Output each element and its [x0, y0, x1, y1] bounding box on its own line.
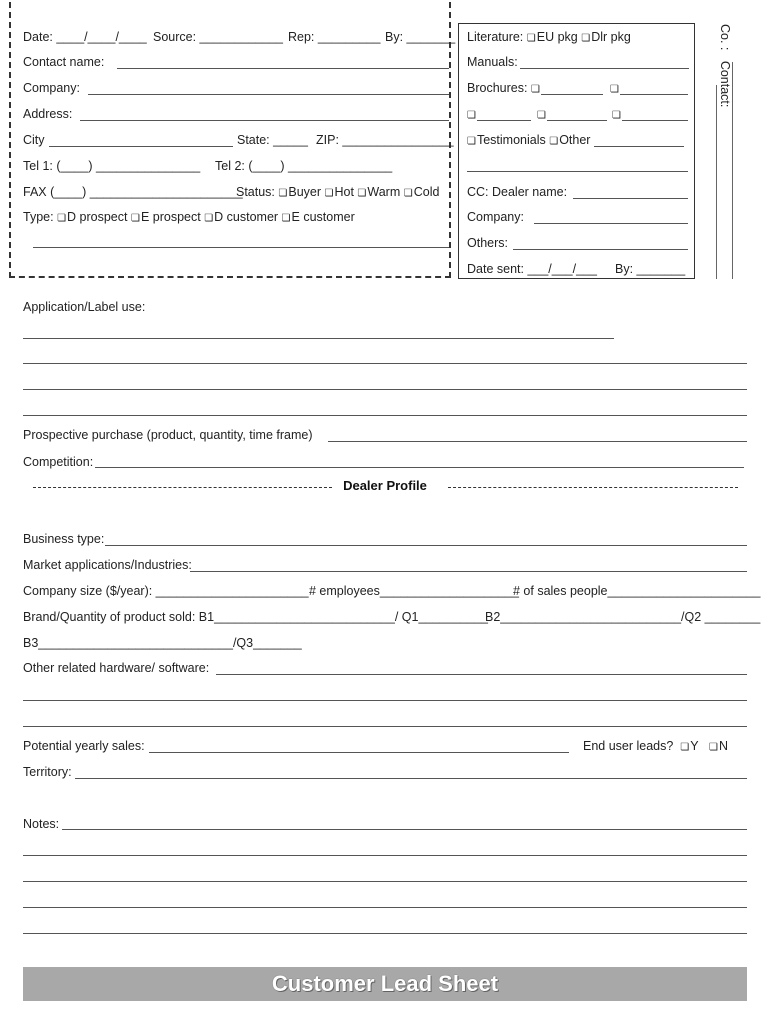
address-line[interactable]: [80, 120, 449, 121]
sent-by-field[interactable]: By: _______: [615, 262, 686, 276]
potential-sales-line[interactable]: [149, 752, 569, 753]
notes-line-5[interactable]: [23, 933, 747, 934]
by-field[interactable]: By: _______: [385, 30, 456, 44]
notes-label: Notes:: [23, 817, 60, 831]
rep-field[interactable]: Rep: _________: [288, 30, 381, 44]
dealer-profile-divider-right: [448, 487, 738, 488]
other-hardware-line-3[interactable]: [23, 726, 747, 727]
manuals-line[interactable]: [520, 68, 689, 69]
type-group: [23, 210, 355, 224]
brochure-line-4[interactable]: [547, 120, 607, 121]
tel1-field[interactable]: Tel 1: (____) _______________: [23, 159, 201, 173]
company-size-field[interactable]: Company size ($/year): ______________________: [23, 584, 309, 598]
status-cold-checkbox[interactable]: ❏ Cold: [404, 185, 440, 199]
cc-dealer-line[interactable]: [573, 198, 688, 199]
application-line-3[interactable]: [23, 389, 747, 390]
sidebar-co-line[interactable]: [732, 62, 733, 279]
type-e-customer-checkbox[interactable]: ❏ E customer: [282, 210, 355, 224]
manuals-label: Manuals:: [467, 55, 518, 69]
cc-company-line[interactable]: [534, 223, 688, 224]
end-user-no-checkbox[interactable]: ❏ N: [709, 739, 728, 753]
brochure-line-5[interactable]: [622, 120, 688, 121]
market-applications-line[interactable]: [190, 571, 747, 572]
brochure-checkbox-4[interactable]: [537, 107, 547, 121]
source-field[interactable]: Source: ____________: [153, 30, 283, 44]
type-e-prospect-checkbox[interactable]: ❏ E prospect: [131, 210, 201, 224]
application-label: Application/Label use:: [23, 300, 146, 314]
employees-field[interactable]: # employees____________________: [309, 584, 519, 598]
address-label: Address:: [23, 107, 73, 121]
zip-field[interactable]: ZIP: ________________: [316, 133, 454, 147]
brochures-label: Brochures:: [467, 81, 528, 95]
date-sent-field[interactable]: Date sent: ___/___/___: [467, 262, 597, 276]
testimonials-checkbox[interactable]: ❏ Testimonials: [467, 133, 546, 147]
brochure-line-3[interactable]: [477, 120, 531, 121]
application-line-2[interactable]: [23, 363, 747, 364]
brochure-checkbox-1[interactable]: [531, 81, 541, 95]
brand-b1-field[interactable]: Brand/Quantity of product sold: B1__________________________/ Q1__________: [23, 610, 488, 624]
fax-field[interactable]: FAX (____) ______________________: [23, 185, 243, 199]
sidebar-co-label: Co. :: [718, 24, 732, 51]
other-hardware-label: Other related hardware/ software:: [23, 661, 210, 675]
end-user-yes-checkbox[interactable]: ❏ Y: [680, 739, 698, 753]
application-line-1[interactable]: [23, 338, 614, 339]
territory-label: Territory:: [23, 765, 72, 779]
footer-title-bar: [23, 967, 747, 1001]
sidebar-contact-line[interactable]: [716, 85, 717, 279]
status-warm-checkbox[interactable]: ❏ Warm: [357, 185, 400, 199]
company-label: Company:: [23, 81, 80, 95]
end-user-leads-label: End user leads?: [583, 739, 674, 753]
type-d-customer-checkbox[interactable]: ❏ D customer: [204, 210, 278, 224]
brochure-line-1[interactable]: [541, 94, 603, 95]
other-hardware-line-2[interactable]: [23, 700, 747, 701]
notes-line-3[interactable]: [23, 881, 747, 882]
city-label: City: [23, 133, 45, 147]
type-notes-line[interactable]: [33, 247, 449, 248]
brand-b3-field[interactable]: B3____________________________/Q3_______: [23, 636, 302, 650]
contact-name-label: Contact name:: [23, 55, 105, 69]
state-field[interactable]: State: _____: [237, 133, 308, 147]
literature-extra-line[interactable]: [467, 171, 688, 172]
cc-company-label: Company:: [467, 210, 524, 224]
prospective-purchase-label: Prospective purchase (product, quantity, time frame): [23, 428, 313, 442]
city-line[interactable]: [49, 146, 233, 147]
cc-dealer-label: CC: Dealer name:: [467, 185, 568, 199]
territory-line[interactable]: [75, 778, 747, 779]
notes-line-2[interactable]: [23, 855, 747, 856]
sidebar-contact-label: Contact:: [718, 60, 732, 108]
status-hot-checkbox[interactable]: ❏ Hot: [325, 185, 354, 199]
contact-name-line[interactable]: [117, 68, 449, 69]
testimonials-group: [467, 133, 590, 147]
brochure-checkbox-5[interactable]: [612, 107, 622, 121]
other-line[interactable]: [594, 146, 684, 147]
date-field[interactable]: Date: ____/____/____: [23, 30, 147, 44]
form-title: Customer Lead Sheet: [271, 971, 499, 996]
status-group: [236, 185, 439, 199]
brochure-line-2[interactable]: [620, 94, 688, 95]
potential-sales-label: Potential yearly sales:: [23, 739, 145, 753]
other-hardware-line-1[interactable]: [216, 674, 747, 675]
type-label: Type:: [23, 210, 54, 224]
competition-label: Competition:: [23, 455, 94, 469]
brochure-checkbox-3[interactable]: [467, 107, 477, 121]
type-d-prospect-checkbox[interactable]: ❏ D prospect: [57, 210, 127, 224]
other-checkbox[interactable]: ❏ Other: [549, 133, 590, 147]
tel2-field[interactable]: Tel 2: (____) _______________: [215, 159, 393, 173]
literature-group: [467, 30, 631, 44]
application-line-4[interactable]: [23, 415, 747, 416]
brochure-checkbox-2[interactable]: [610, 81, 620, 95]
others-line[interactable]: [513, 249, 688, 250]
sidebar-labels: [718, 24, 732, 107]
market-applications-label: Market applications/Industries:: [23, 558, 192, 572]
notes-line-1[interactable]: [62, 829, 747, 830]
literature-eu-pkg-checkbox[interactable]: ❏ EU pkg: [527, 30, 578, 44]
dealer-profile-title: Dealer Profile: [343, 478, 427, 493]
business-type-line[interactable]: [105, 545, 747, 546]
status-label: Status:: [236, 185, 275, 199]
status-buyer-checkbox[interactable]: ❏ Buyer: [278, 185, 321, 199]
brand-b2-field[interactable]: B2__________________________/Q2 ________: [485, 610, 761, 624]
business-type-label: Business type:: [23, 532, 105, 546]
others-label: Others:: [467, 236, 508, 250]
end-user-leads-group: [583, 739, 728, 753]
notes-line-4[interactable]: [23, 907, 747, 908]
company-line[interactable]: [88, 94, 449, 95]
prospective-purchase-line[interactable]: [328, 441, 747, 442]
literature-dlr-pkg-checkbox[interactable]: ❏ Dlr pkg: [581, 30, 631, 44]
literature-label: Literature:: [467, 30, 524, 44]
competition-line[interactable]: [95, 467, 744, 468]
sales-people-field[interactable]: # of sales people______________________: [513, 584, 761, 598]
